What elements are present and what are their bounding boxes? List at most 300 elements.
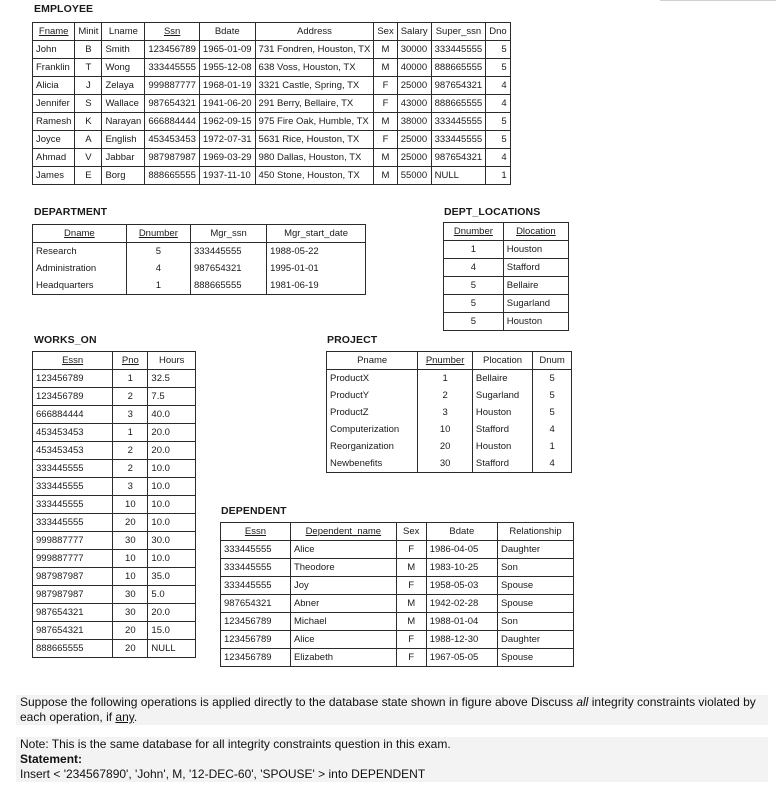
employee-cell: Ahmad	[33, 149, 75, 167]
works-on-cell: 30	[113, 586, 148, 604]
dependent-col-header	[221, 523, 291, 541]
employee-cell: 333445555	[431, 113, 486, 131]
employee-table	[32, 22, 511, 185]
department-row	[33, 243, 366, 261]
dependent-cell: M	[396, 613, 426, 631]
works-on-title: WORKS_ON	[34, 334, 97, 346]
employee-cell: 987654321	[145, 95, 200, 113]
dependent-cell: Theodore	[290, 559, 396, 577]
works-on-col-header-label: Pno	[121, 355, 139, 366]
employee-cell: Franklin	[33, 59, 75, 77]
employee-cell: 1972-07-31	[199, 131, 255, 149]
works-on-cell: 30.0	[148, 532, 196, 550]
works-on-cell: 10.0	[148, 550, 196, 568]
note-text: Note: This is the same database for all integrity constraints question in this exam.	[20, 737, 451, 751]
employee-cell: 975 Fire Oak, Humble, TX	[255, 113, 374, 131]
employee-col-header-label: Sex	[377, 26, 394, 37]
works-on-col-header	[113, 352, 148, 370]
dependent-cell: F	[396, 649, 426, 667]
employee-cell: M	[374, 167, 397, 185]
dependent-col-header-label: Dependent_name	[305, 526, 382, 537]
dependent-row	[221, 613, 574, 631]
dept-locations-row	[444, 313, 569, 331]
employee-cell: Alicia	[33, 77, 75, 95]
works-on-cell: 7.5	[148, 388, 196, 406]
project-cell: 1	[533, 438, 572, 455]
works-on-cell: 10.0	[148, 514, 196, 532]
works-on-cell: 10	[113, 550, 148, 568]
dependent-col-header-label: Essn	[244, 526, 267, 537]
dependent-cell: Michael	[290, 613, 396, 631]
works-on-cell: 5.0	[148, 586, 196, 604]
dependent-cell: Abner	[290, 595, 396, 613]
project-cell: Newbenefits	[330, 458, 383, 469]
works-on-cell: 453453453	[33, 424, 113, 442]
works-on-cell: 20.0	[148, 424, 196, 442]
project-col-header	[327, 352, 418, 370]
works-on-cell: 10.0	[148, 478, 196, 496]
project-cell: 3	[418, 404, 473, 421]
works-on-row	[33, 568, 196, 586]
employee-cell: E	[75, 167, 102, 185]
employee-cell: 453453453	[145, 131, 200, 149]
dept-locations-cell: Stafford	[503, 259, 568, 277]
dependent-cell: Spouse	[497, 595, 573, 613]
works-on-row	[33, 478, 196, 496]
project-cell: 5	[533, 404, 572, 421]
employee-cell: Ramesh	[33, 113, 75, 131]
employee-cell: M	[374, 59, 397, 77]
employee-cell: 333445555	[431, 131, 486, 149]
works-on-cell: 10	[113, 568, 148, 586]
dependent-col-header-label: Sex	[403, 526, 420, 537]
employee-cell: T	[75, 59, 102, 77]
department-cell: 1988-05-22	[267, 243, 366, 261]
dept-locations-row	[444, 241, 569, 259]
dependent-cell: 1983-10-25	[426, 559, 497, 577]
dept-locations-cell: 5	[444, 277, 504, 295]
employee-cell: V	[75, 149, 102, 167]
department-col-header-label: Mgr_ssn	[210, 228, 247, 239]
project-cell: 10	[418, 421, 473, 438]
department-col-header	[33, 225, 127, 243]
dependent-cell: 1958-05-03	[426, 577, 497, 595]
works-on-row	[33, 604, 196, 622]
employee-cell: John	[33, 41, 75, 59]
project-col-header	[418, 352, 473, 370]
project-cell: Stafford	[472, 421, 532, 438]
department-col-header-label: Mgr_start_date	[284, 228, 348, 239]
dependent-cell: M	[396, 595, 426, 613]
dependent-cell: M	[396, 559, 426, 577]
department-header-row	[33, 225, 366, 243]
employee-col-header	[33, 23, 75, 41]
department-row	[33, 277, 366, 295]
dept-locations-cell: 5	[444, 313, 504, 331]
project-cell: Houston	[472, 438, 532, 455]
employee-cell: 43000	[397, 95, 431, 113]
employee-cell: 38000	[397, 113, 431, 131]
employee-cell: 987654321	[431, 149, 486, 167]
employee-cell: F	[374, 77, 397, 95]
department-cell: 888665555	[190, 277, 266, 295]
dept-locations-col-header	[503, 223, 568, 241]
employee-cell: 1937-11-10	[199, 167, 255, 185]
works-on-cell: 333445555	[33, 514, 113, 532]
employee-row	[33, 113, 511, 131]
dependent-cell: 987654321	[221, 595, 291, 613]
employee-col-header	[431, 23, 486, 41]
works-on-cell: 987654321	[33, 604, 113, 622]
works-on-row	[33, 532, 196, 550]
works-on-cell: 10.0	[148, 460, 196, 478]
dept-locations-row	[444, 295, 569, 313]
dept-locations-title: DEPT_LOCATIONS	[444, 206, 541, 218]
dependent-cell: Spouse	[497, 649, 573, 667]
works-on-cell: 123456789	[33, 370, 113, 388]
employee-cell: M	[374, 113, 397, 131]
employee-cell: Jennifer	[33, 95, 75, 113]
employee-cell: 888665555	[431, 59, 486, 77]
project-row	[327, 455, 572, 473]
employee-cell: 987987987	[145, 149, 200, 167]
works-on-cell: 333445555	[33, 460, 113, 478]
works-on-row	[33, 586, 196, 604]
works-on-cell: 1	[113, 424, 148, 442]
works-on-cell: 999887777	[33, 550, 113, 568]
employee-col-header-label: Address	[297, 26, 332, 37]
employee-col-header	[397, 23, 431, 41]
dependent-cell: 1986-04-05	[426, 541, 497, 559]
works-on-cell: 1	[113, 370, 148, 388]
employee-cell: F	[374, 95, 397, 113]
employee-row	[33, 167, 511, 185]
dependent-cell: 1942-02-28	[426, 595, 497, 613]
employee-cell: Borg	[102, 167, 145, 185]
employee-cell: NULL	[431, 167, 486, 185]
employee-cell: Jabbar	[102, 149, 145, 167]
employee-col-header	[145, 23, 200, 41]
employee-cell: 40000	[397, 59, 431, 77]
employee-cell: J	[75, 77, 102, 95]
works-on-cell: 2	[113, 460, 148, 478]
project-row	[327, 438, 572, 455]
department-cell: 4	[126, 260, 190, 277]
employee-cell: 1955-12-08	[199, 59, 255, 77]
dependent-col-header-label: Relationship	[509, 526, 562, 537]
works-on-cell: 15.0	[148, 622, 196, 640]
dependent-cell: Son	[497, 613, 573, 631]
project-table	[326, 351, 572, 473]
dependent-row	[221, 631, 574, 649]
dependent-cell: 333445555	[221, 541, 291, 559]
employee-col-header-label: Bdate	[214, 26, 240, 37]
dept-locations-col-header-label: Dnumber	[453, 226, 493, 237]
dependent-col-header	[396, 523, 426, 541]
project-cell: 1	[418, 370, 473, 388]
department-cell: 333445555	[190, 243, 266, 261]
employee-cell: 638 Voss, Houston, TX	[255, 59, 374, 77]
dependent-cell: Daughter	[497, 541, 573, 559]
employee-col-header-label: Dno	[489, 26, 507, 37]
project-cell: 4	[533, 455, 572, 473]
employee-col-header-label: Ssn	[163, 26, 181, 37]
employee-cell: 731 Fondren, Houston, TX	[255, 41, 374, 59]
works-on-col-header-label: Essn	[62, 355, 84, 366]
employee-col-header	[255, 23, 374, 41]
employee-cell: 888665555	[145, 167, 200, 185]
employee-row	[33, 131, 511, 149]
employee-col-header-label: Super_ssn	[435, 26, 482, 37]
question-note	[16, 737, 768, 782]
project-cell: 5	[533, 370, 572, 388]
employee-cell: 123456789	[145, 41, 200, 59]
employee-cell: A	[75, 131, 102, 149]
works-on-cell: 20	[113, 622, 148, 640]
project-cell: ProductY	[330, 390, 370, 401]
department-title: DEPARTMENT	[34, 206, 108, 218]
employee-cell: Wallace	[102, 95, 145, 113]
project-row	[327, 421, 572, 438]
employee-cell: S	[75, 95, 102, 113]
question-intro	[16, 695, 768, 725]
employee-cell: Narayan	[102, 113, 145, 131]
works-on-cell: 20.0	[148, 604, 196, 622]
employee-col-header	[374, 23, 397, 41]
dept-locations-cell: Houston	[503, 241, 568, 259]
employee-row	[33, 41, 511, 59]
dependent-cell: 333445555	[221, 577, 291, 595]
dependent-col-header	[290, 523, 396, 541]
works-on-cell: 10	[113, 496, 148, 514]
employee-col-header	[199, 23, 255, 41]
employee-cell: 333445555	[431, 41, 486, 59]
project-cell: ProductZ	[330, 407, 369, 418]
project-cell: 30	[418, 455, 473, 473]
dependent-title: DEPENDENT	[221, 505, 287, 517]
dependent-cell: Son	[497, 559, 573, 577]
works-on-row	[33, 640, 196, 658]
employee-title: EMPLOYEE	[34, 3, 94, 15]
question-intro-b: integrity constraints violated by each operation, if	[20, 695, 756, 724]
dept-locations-cell: 5	[444, 295, 504, 313]
statement-label: Statement:	[20, 752, 83, 766]
employee-cell: 1965-01-09	[199, 41, 255, 59]
question-intro-all: all	[576, 695, 589, 709]
dependent-col-header	[497, 523, 573, 541]
dept-locations-table	[443, 222, 569, 331]
project-col-header-label: Dnum	[539, 355, 565, 366]
dept-locations-col-header	[444, 223, 504, 241]
employee-col-header	[75, 23, 102, 41]
works-on-table	[32, 351, 196, 658]
project-col-header-label: Pnumber	[425, 355, 465, 366]
works-on-row	[33, 460, 196, 478]
works-on-header-row	[33, 352, 196, 370]
employee-cell: 55000	[397, 167, 431, 185]
department-col-header	[267, 225, 366, 243]
employee-cell: 4	[486, 149, 510, 167]
works-on-cell: 123456789	[33, 388, 113, 406]
dependent-header-row	[221, 523, 574, 541]
dependent-row	[221, 559, 574, 577]
employee-col-header-label: Fname	[38, 26, 69, 37]
works-on-cell: 40.0	[148, 406, 196, 424]
employee-cell: Zelaya	[102, 77, 145, 95]
works-on-cell: 30	[113, 604, 148, 622]
department-table	[32, 224, 366, 295]
employee-cell: 1969-03-29	[199, 149, 255, 167]
department-cell: Administration	[36, 263, 97, 274]
employee-cell: 4	[486, 77, 510, 95]
department-cell: 1995-01-01	[267, 260, 366, 277]
works-on-cell: 888665555	[33, 640, 113, 658]
department-cell: 1	[126, 277, 190, 295]
employee-cell: 291 Berry, Bellaire, TX	[255, 95, 374, 113]
employee-row	[33, 77, 511, 95]
works-on-col-header-label: Hours	[159, 355, 185, 366]
employee-cell: 25000	[397, 149, 431, 167]
employee-col-header	[486, 23, 510, 41]
employee-cell: James	[33, 167, 75, 185]
works-on-cell: 32.5	[148, 370, 196, 388]
dependent-cell: F	[396, 631, 426, 649]
project-col-header-label: Plocation	[483, 355, 523, 366]
dependent-row	[221, 595, 574, 613]
works-on-cell: 333445555	[33, 478, 113, 496]
works-on-cell: 999887777	[33, 532, 113, 550]
dependent-cell: 333445555	[221, 559, 291, 577]
dept-locations-cell: Sugarland	[503, 295, 568, 313]
employee-cell: B	[75, 41, 102, 59]
works-on-cell: 2	[113, 442, 148, 460]
employee-row	[33, 95, 511, 113]
project-row	[327, 404, 572, 421]
employee-col-header-label: Minit	[78, 26, 99, 37]
question-intro-end: .	[133, 710, 138, 724]
project-cell: Bellaire	[472, 370, 532, 388]
employee-cell: 25000	[397, 77, 431, 95]
employee-cell: 1	[486, 167, 510, 185]
dept-locations-col-header-label: Dlocation	[516, 226, 556, 237]
department-col-header-label: Dnumber	[138, 228, 178, 239]
project-cell: Houston	[472, 404, 532, 421]
project-cell: 4	[533, 421, 572, 438]
project-cell: 2	[418, 387, 473, 404]
project-title: PROJECT	[327, 334, 378, 346]
works-on-row	[33, 622, 196, 640]
works-on-cell: 453453453	[33, 442, 113, 460]
dept-locations-cell: 4	[444, 259, 504, 277]
works-on-cell: 987654321	[33, 622, 113, 640]
project-cell: Stafford	[472, 455, 532, 473]
employee-cell: 5	[486, 59, 510, 77]
dependent-col-header-label: Bdate	[449, 526, 475, 537]
dependent-cell: 123456789	[221, 631, 291, 649]
dependent-cell: 123456789	[221, 649, 291, 667]
employee-cell: M	[374, 149, 397, 167]
dept-locations-cell: 1	[444, 241, 504, 259]
question-intro-any: any	[115, 710, 134, 724]
dependent-cell: 1988-01-04	[426, 613, 497, 631]
employee-cell: 888665555	[431, 95, 486, 113]
department-cell: 5	[126, 243, 190, 261]
employee-row	[33, 59, 511, 77]
dependent-row	[221, 541, 574, 559]
department-col-header-label: Dname	[64, 228, 95, 239]
works-on-cell: 35.0	[148, 568, 196, 586]
employee-col-header-label: Lname	[108, 26, 138, 37]
project-cell: Computerization	[330, 424, 400, 435]
project-col-header	[533, 352, 572, 370]
employee-cell: 5	[486, 113, 510, 131]
works-on-row	[33, 370, 196, 388]
employee-cell: Joyce	[33, 131, 75, 149]
department-col-header	[126, 225, 190, 243]
dept-locations-row	[444, 277, 569, 295]
dependent-table	[220, 522, 574, 667]
dependent-cell: Alice	[290, 631, 396, 649]
employee-cell: 4	[486, 95, 510, 113]
top-divider	[660, 0, 776, 1]
employee-cell: 987654321	[431, 77, 486, 95]
dependent-cell: 123456789	[221, 613, 291, 631]
works-on-cell: 2	[113, 388, 148, 406]
dependent-cell: Joy	[290, 577, 396, 595]
department-cell: 987654321	[190, 260, 266, 277]
employee-cell: English	[102, 131, 145, 149]
works-on-col-header	[148, 352, 196, 370]
department-col-header	[190, 225, 266, 243]
project-cell: Sugarland	[472, 387, 532, 404]
works-on-cell: 20.0	[148, 442, 196, 460]
dept-locations-cell: Houston	[503, 313, 568, 331]
dependent-cell: Alice	[290, 541, 396, 559]
department-cell: 1981-06-19	[267, 277, 366, 295]
project-row	[327, 370, 572, 388]
dept-locations-cell: Bellaire	[503, 277, 568, 295]
works-on-row	[33, 496, 196, 514]
works-on-cell: 30	[113, 532, 148, 550]
employee-cell: 1941-06-20	[199, 95, 255, 113]
question-intro-a: Suppose the following operations is applied directly to the database state shown in figure above Discuss	[20, 695, 577, 709]
dependent-cell: Elizabeth	[290, 649, 396, 667]
project-cell: Reorganization	[330, 441, 394, 452]
works-on-cell: 10.0	[148, 496, 196, 514]
works-on-col-header	[33, 352, 113, 370]
employee-cell: 25000	[397, 131, 431, 149]
dependent-cell: Daughter	[497, 631, 573, 649]
project-row	[327, 387, 572, 404]
employee-header-row	[33, 23, 511, 41]
employee-cell: Wong	[102, 59, 145, 77]
dependent-cell: F	[396, 577, 426, 595]
dependent-cell: Spouse	[497, 577, 573, 595]
works-on-row	[33, 424, 196, 442]
works-on-cell: 20	[113, 514, 148, 532]
department-cell: Headquarters	[36, 280, 94, 291]
employee-cell: 5	[486, 41, 510, 59]
employee-cell: Smith	[102, 41, 145, 59]
works-on-row	[33, 406, 196, 424]
employee-col-header-label: Salary	[400, 26, 428, 37]
dependent-row	[221, 649, 574, 667]
project-cell: 5	[533, 387, 572, 404]
department-row	[33, 260, 366, 277]
works-on-row	[33, 550, 196, 568]
works-on-cell: 3	[113, 406, 148, 424]
employee-cell: M	[374, 41, 397, 59]
